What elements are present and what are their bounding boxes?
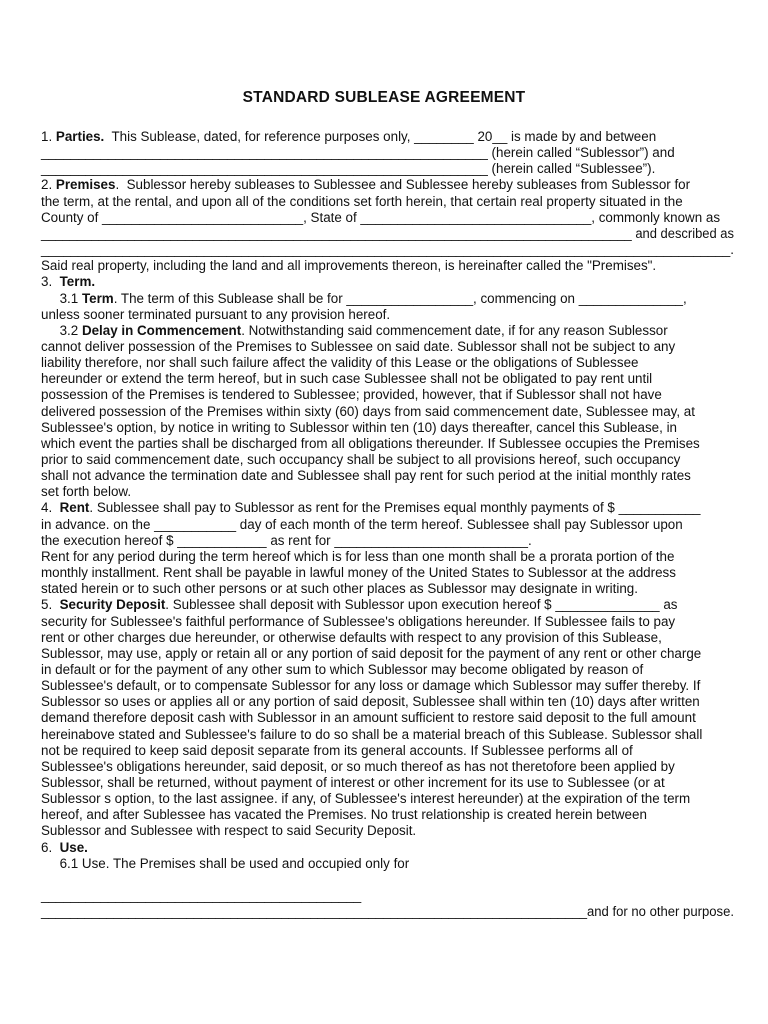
text-line bbox=[41, 888, 361, 904]
line-text: . The term of this Sublease shall be for _________________, commencing on ______________, bbox=[113, 290, 687, 306]
text-line bbox=[41, 161, 655, 177]
text-line bbox=[41, 194, 683, 210]
line-text: set forth below. bbox=[41, 484, 132, 500]
text-line bbox=[41, 775, 665, 791]
line-text: . Sublessor hereby subleases to Sublessee and Sublessee hereby subleases from Sublessor for bbox=[115, 177, 691, 193]
text-line bbox=[41, 630, 662, 646]
text-line bbox=[41, 597, 677, 613]
line-text: . Sublessee shall pay to Sublessor as rent for the Premises equal monthly payments of $ ___________ bbox=[89, 500, 701, 516]
text-line bbox=[41, 307, 390, 323]
line-text: __________________________________________________________________________________ and described as bbox=[41, 225, 734, 241]
section-heading: Term bbox=[81, 290, 114, 306]
text-line bbox=[41, 710, 696, 726]
line-text: 3. bbox=[41, 274, 60, 290]
text-line bbox=[41, 678, 700, 694]
text-line bbox=[41, 662, 643, 678]
text-line bbox=[41, 549, 674, 565]
line-text: Sublessor, shall be returned, without payment of interest or other increment for its use to Sublessee (or at bbox=[41, 775, 665, 790]
text-line bbox=[41, 145, 675, 161]
line-text: Sublessee's default, or to compensate Sublessor for any loss or damage which Sublessor may suffer thereby. If bbox=[41, 678, 701, 694]
text-line bbox=[41, 581, 638, 597]
text-line bbox=[41, 371, 652, 387]
section-heading: Use. bbox=[59, 839, 88, 855]
line-text: Sublessor, may use, apply or retain all or any portion of said deposit for the payment of any rent or other charge bbox=[41, 645, 702, 661]
line-text: Sublessor so uses or applies all or any portion of said deposit, Sublessee shall within ten (10) days after written bbox=[41, 694, 700, 710]
line-text: 6. bbox=[41, 839, 60, 855]
line-text: 2. bbox=[41, 177, 56, 193]
line-text: the execution hereof $ ____________ as rent for __________________________. bbox=[41, 532, 532, 548]
line-text: demand therefore deposit cash with Sublessor in an amount sufficient to restore said deposit to the full amount bbox=[41, 710, 696, 726]
text-line bbox=[41, 355, 638, 371]
line-text: ___________________________________________________________________________and for no other purpose. bbox=[41, 904, 734, 920]
line-text: cannot deliver possession of the Premises to Sublessee on said date. Sublessor shall not be subject to any bbox=[41, 338, 676, 354]
text-line bbox=[41, 646, 701, 662]
line-text: security for Sublessee's faithful performance of Sublessee's obligations hereunder. If Sublessee fails to pay bbox=[41, 613, 676, 629]
line-text: possession of the Premises is tendered to Sublessee; provided, however, that if Sublessor shall not have bbox=[41, 387, 662, 403]
line-text: . Notwithstanding said commencement date, if for any reason Sublessor bbox=[241, 322, 668, 338]
line-text: in default or for the payment of any other sum to which Sublessor may become obligated by reason of bbox=[41, 661, 644, 677]
text-line bbox=[41, 565, 676, 581]
line-text: rent or other charges due hereunder, or otherwise defaults with respect to any provision of this Sublease, bbox=[41, 629, 662, 645]
line-text: Said real property, including the land and all improvements thereon, is hereinafter called the "Premises". bbox=[41, 258, 657, 274]
line-text: _____________________________________________________________________________________________. bbox=[41, 242, 734, 258]
line-text: shall not advance the termination date and Sublessee shall pay rent for such period at the initial monthly rates bbox=[41, 468, 691, 484]
line-text: . Sublessee shall deposit with Sublessor upon execution hereof $ ______________ as bbox=[165, 597, 678, 613]
line-text: which event the parties shall be discharged from all obligations thereunder. If Sublessee occupies the Premises bbox=[41, 435, 700, 451]
text-line bbox=[41, 210, 720, 226]
line-text: liability therefore, nor shall such failure affect the validity of this Lease or the obligations of Sublessee bbox=[41, 355, 639, 371]
text-line bbox=[41, 177, 690, 193]
section-heading: Parties. bbox=[55, 129, 105, 144]
line-text: 1. bbox=[41, 129, 56, 144]
text-line bbox=[41, 452, 680, 468]
line-text: ____________________________________________________________ (herein called “Sublessee”). bbox=[41, 161, 656, 177]
text-line bbox=[41, 533, 532, 549]
text-line bbox=[41, 291, 687, 307]
text-line bbox=[41, 500, 701, 516]
line-text: County of ___________________________, State of _______________________________, commonly known as bbox=[41, 209, 721, 225]
line-text: hereunder or extend the term hereof, but in such case Sublessee shall not be obligated to pay rent until bbox=[41, 371, 653, 387]
line-text: 5. bbox=[41, 597, 60, 613]
line-text: monthly installment. Rent shall be payable in lawful money of the United States to Sublessor at the address bbox=[41, 565, 676, 581]
line-text: Rent for any period during the term hereof which is for less than one month shall be a prorata portion of the bbox=[41, 548, 675, 564]
section-heading: Premises bbox=[55, 177, 116, 193]
line-text: 6.1 Use. The Premises shall be used and occupied only for bbox=[41, 855, 410, 871]
line-text: hereinabove stated and Sublessee's failure to do so shall be a material breach of this Sublease. Sublessor shall bbox=[41, 726, 703, 742]
text-line bbox=[41, 807, 647, 823]
text-line bbox=[41, 904, 734, 920]
text-line bbox=[41, 339, 675, 355]
line-text: Sublessor and Sublessee with respect to said Security Deposit. bbox=[41, 823, 417, 839]
line-text: ___________________________________________ bbox=[41, 888, 362, 904]
text-line bbox=[41, 517, 683, 533]
line-text: 3.2 bbox=[41, 322, 82, 338]
text-line bbox=[41, 420, 677, 436]
text-line bbox=[41, 484, 131, 500]
section-heading: Delay in Commencement bbox=[81, 322, 242, 338]
line-text: in advance. on the ___________ day of each month of the term hereof. Sublessee shall pay Sublessor upon bbox=[41, 516, 683, 532]
text-line bbox=[41, 743, 633, 759]
line-text: the term, at the rental, and upon all of the conditions set forth herein, that certain real property situated in the bbox=[41, 193, 683, 209]
text-line bbox=[41, 614, 675, 630]
text-line bbox=[41, 694, 700, 710]
text-line bbox=[41, 791, 690, 807]
section-heading: Term. bbox=[59, 274, 96, 290]
line-text: hereof, and after Sublessee has vacated the Premises. No trust relationship is created herein between bbox=[41, 807, 647, 823]
text-line bbox=[41, 323, 668, 339]
line-text: Sublessor s option, to the last assignee. if any, of Sublessee's interest hereunder) at the expiration of the term bbox=[41, 791, 691, 807]
text-line bbox=[41, 436, 700, 452]
line-text: Sublessee's option, by notice in writing to Sublessor within ten (10) days thereafter, cancel this Sublease, in bbox=[41, 419, 677, 435]
text-line bbox=[41, 387, 662, 403]
text-line bbox=[41, 274, 95, 290]
line-text: prior to said commencement date, such occupancy shall be subject to all provisions hereof, such occupancy bbox=[41, 452, 681, 467]
line-text: Sublessee's obligations hereunder, said deposit, or so much thereof as has not theretofore been applied by bbox=[41, 758, 675, 774]
line-text: unless sooner terminated pursuant to any provision hereof. bbox=[41, 306, 391, 322]
line-text: stated herein or to such other persons or at such other places as Sublessor may designate in writing. bbox=[41, 581, 638, 597]
text-line bbox=[41, 404, 695, 420]
section-heading: Rent bbox=[59, 500, 90, 516]
line-text: This Sublease, dated, for reference purposes only, ________ 20__ is made by and between bbox=[104, 129, 657, 144]
text-line bbox=[41, 759, 675, 775]
line-text: not be required to keep said deposit separate from its general accounts. If Sublessee performs all of bbox=[41, 742, 633, 758]
text-line bbox=[41, 840, 88, 856]
text-line bbox=[41, 242, 734, 258]
page-title: STANDARD SUBLEASE AGREEMENT bbox=[242, 89, 526, 106]
text-line bbox=[41, 856, 409, 872]
line-text: ____________________________________________________________ (herein called “Sublessor”) and bbox=[41, 145, 675, 161]
text-line bbox=[41, 727, 702, 743]
line-text: 4. bbox=[41, 500, 60, 516]
section-heading: Security Deposit bbox=[59, 597, 166, 613]
line-text: 3.1 bbox=[41, 290, 82, 306]
text-line bbox=[41, 823, 416, 839]
text-line bbox=[41, 129, 656, 145]
line-text: delivered possession of the Premises within sixty (60) days from said commencement date, Sublessee may, at bbox=[41, 403, 695, 419]
text-line bbox=[41, 258, 656, 274]
text-line bbox=[41, 226, 734, 242]
text-line bbox=[41, 468, 691, 484]
